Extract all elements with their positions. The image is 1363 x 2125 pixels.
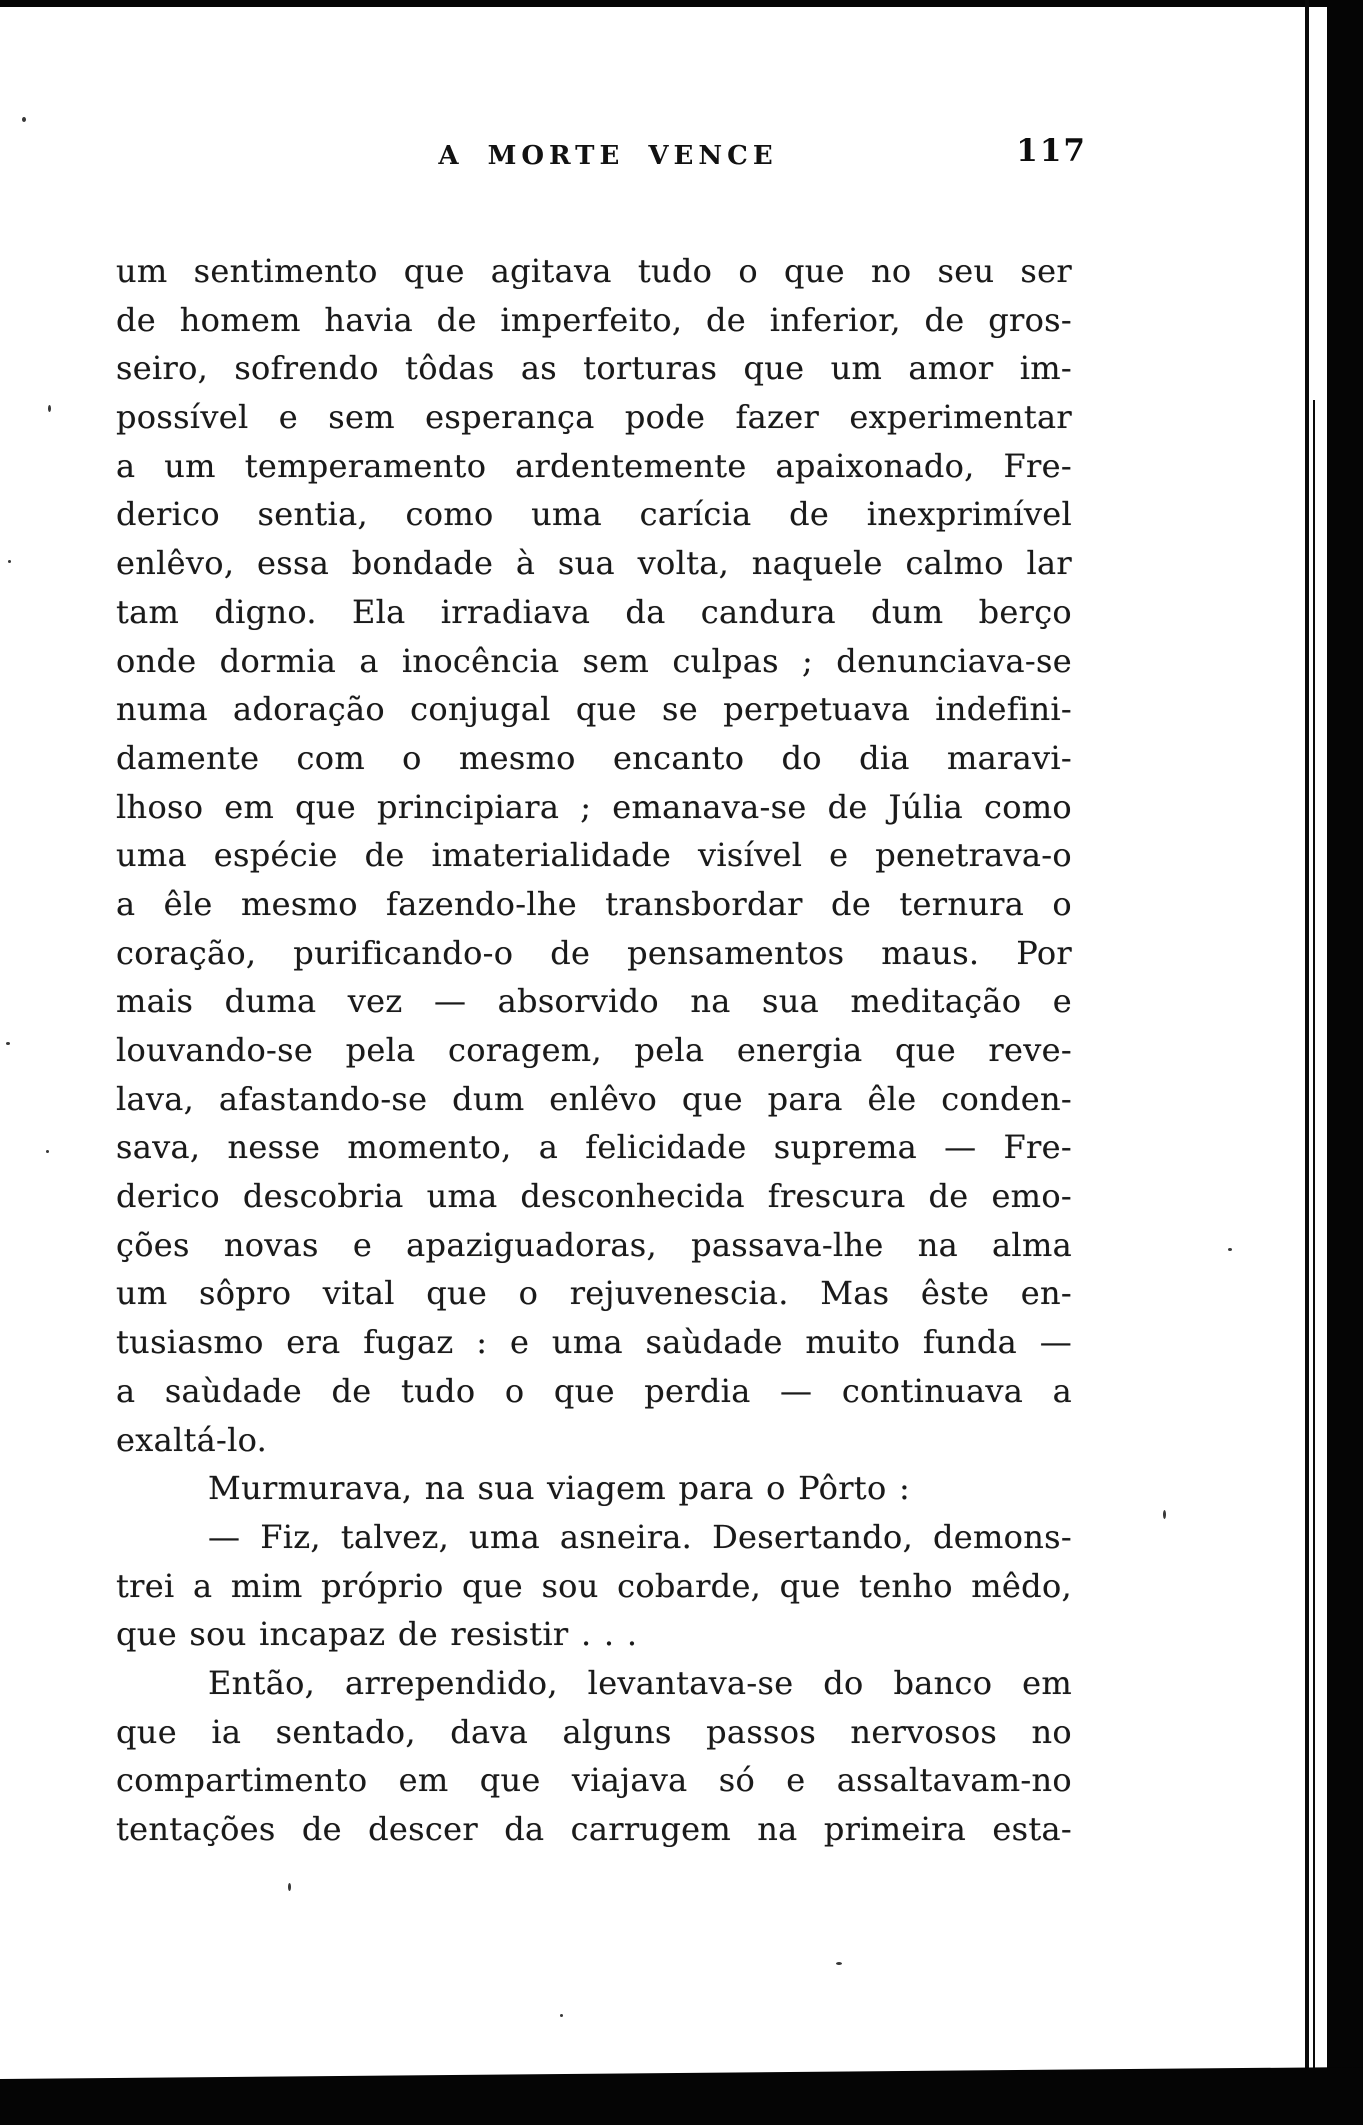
text-line: que sou incapaz de resistir . . . — [116, 1615, 638, 1654]
text-line: derico sentia, como uma carícia de inexprimível — [116, 495, 1072, 534]
text-line: mais duma vez — absorvido na sua meditação e — [116, 982, 1072, 1021]
text-line: que ia sentado, dava alguns passos nervosos no — [116, 1712, 1072, 1751]
scan-speck — [6, 1042, 10, 1045]
text-line: um sentimento que agitava tudo o que no seu ser — [116, 252, 1072, 290]
text-line: tam digno. Ela irradiava da candura dum berço — [116, 592, 1072, 631]
text-line: uma espécie de imaterialidade visível e penetrava-o — [116, 836, 1072, 875]
text-line: Murmurava, na sua viagem para o Pôrto : — [208, 1469, 911, 1508]
running-title: A MORTE VENCE — [438, 141, 778, 171]
text-line: lava, afastando-se dum enlêvo que para êle conden- — [116, 1079, 1072, 1118]
text-line: a um temperamento ardentemente apaixonado, Fre- — [116, 446, 1072, 485]
scan-right-black-band — [1327, 0, 1363, 2125]
text-line: tusiasmo era fugaz : e uma saùdade muito funda — — [116, 1323, 1072, 1362]
text-line: Então, arrependido, levantava-se do banco em — [208, 1663, 1072, 1702]
page-right-edge-line — [1305, 0, 1309, 2080]
text-line: trei a mim próprio que sou cobarde, que tenho mêdo, — [116, 1566, 1072, 1605]
text-line: damente com o mesmo encanto do dia maravi- — [116, 738, 1072, 777]
scan-speck — [8, 560, 11, 563]
scan-speck — [560, 2014, 563, 2017]
text-line: possível e sem esperança pode fazer experimentar — [116, 398, 1072, 437]
scan-speck — [48, 405, 51, 412]
text-line: seiro, sofrendo tôdas as torturas que um amor im- — [116, 349, 1072, 388]
text-line: numa adoração conjugal que se perpetuava indefini- — [116, 690, 1072, 729]
page-number: 117 — [1016, 133, 1087, 169]
text-line: de homem havia de imperfeito, de inferior, de gros- — [116, 300, 1072, 339]
text-line: compartimento em que viajava só e assaltavam-no — [116, 1761, 1072, 1800]
scan-top-edge — [0, 0, 1363, 7]
scan-speck — [1228, 1248, 1232, 1251]
scan-speck — [836, 1962, 842, 1965]
text-line: ções novas e apaziguadoras, passava-lhe na alma — [116, 1225, 1072, 1264]
scan-speck — [46, 1150, 49, 1153]
text-line: a saùdade de tudo o que perdia — continuava a — [116, 1371, 1072, 1410]
text-line: tentações de descer da carrugem na primeira esta- — [116, 1810, 1072, 1848]
page-header — [116, 133, 1087, 176]
text-line: um sôpro vital que o rejuvenescia. Mas êste en- — [116, 1274, 1072, 1313]
text-line: louvando-se pela coragem, pela energia que reve- — [116, 1031, 1072, 1069]
text-line: coração, purificando-o de pensamentos maus. Por — [116, 933, 1072, 972]
scan-speck — [288, 1883, 291, 1891]
text-line: — Fiz, talvez, uma asneira. Desertando, demons- — [208, 1517, 1072, 1556]
scan-speck — [1163, 1510, 1166, 1519]
text-line: a êle mesmo fazendo-lhe transbordar de ternura o — [116, 884, 1072, 923]
text-line: derico descobria uma desconhecida frescura de emo- — [116, 1177, 1072, 1216]
text-line: enlêvo, essa bondade à sua volta, naquele calmo lar — [116, 544, 1072, 583]
scan-bottom-black-band — [0, 2065, 1363, 2125]
text-line: sava, nesse momento, a felicidade suprema — Fre- — [116, 1128, 1072, 1167]
text-line: exaltá-lo. — [116, 1420, 268, 1459]
text-line: lhoso em que principiara ; emanava-se de Júlia como — [116, 787, 1072, 826]
text-line: onde dormia a inocência sem culpas ; denunciava-se — [116, 641, 1072, 680]
scan-speck — [22, 117, 26, 122]
page-right-edge-line-thin — [1313, 400, 1315, 2080]
body-text — [116, 247, 1072, 1854]
